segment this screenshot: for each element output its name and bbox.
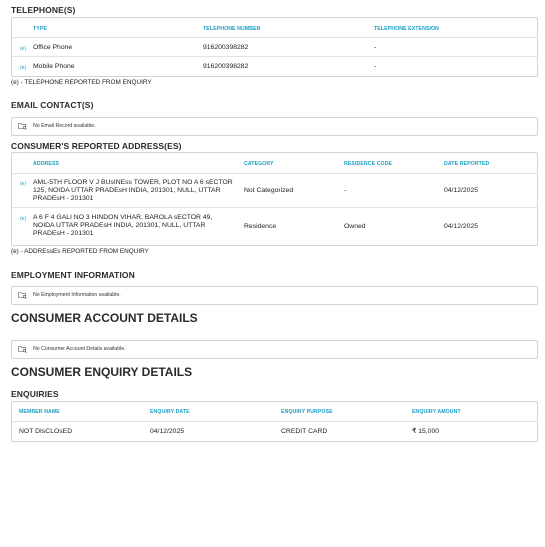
address-text	[33, 214, 238, 238]
folder-search-icon	[18, 291, 27, 299]
folder-search-icon	[18, 122, 27, 130]
email-title: EMAIL CONTACT(S)	[11, 100, 94, 110]
enquiry-date: 04/12/2025	[150, 428, 185, 435]
enquiries-header-purpose: ENQUIRY PURPOSE	[281, 409, 333, 415]
addresses-header-category: CATEGORY	[244, 161, 274, 167]
address-text	[33, 179, 238, 203]
enquiry-member: NOT DIsCLOsED	[19, 428, 73, 435]
email-empty-box	[11, 117, 538, 136]
addresses-note: (e) - ADDREssEs REPORTED FROM ENQUIRY	[11, 248, 149, 255]
header-divider	[12, 421, 537, 422]
phone-type: Mobile Phone	[33, 63, 75, 70]
header-divider	[12, 173, 537, 174]
address-date: 04/12/2025	[444, 187, 479, 194]
phone-extension: -	[374, 44, 377, 51]
enquiries-table	[11, 401, 538, 442]
address-line: A 6 F 4 GALI NO 3 HINDON VIHAR, BAROLA sECTOR 49,	[33, 214, 213, 221]
enquiries-header-amount: ENQUIRY AMOUNT	[412, 409, 461, 415]
phone-type: Office Phone	[33, 44, 73, 51]
addresses-header-residence-code: RESIDENCE CODE	[344, 161, 393, 167]
telephones-note: (e) - TELEPHONE REPORTED FROM ENQUIRY	[11, 79, 152, 86]
enquiry-details-title: CONSUMER ENQUIRY DETAILS	[11, 365, 193, 379]
enquiry-marker: (e)	[20, 181, 27, 187]
address-residence-code: Owned	[344, 223, 366, 230]
accounts-empty-message: No Consumer Account Details available.	[33, 346, 126, 352]
row-divider	[12, 56, 537, 57]
address-date: 04/12/2025	[444, 223, 479, 230]
telephones-header-type: TYPE	[33, 26, 47, 32]
enquiries-header-date: ENQUIRY DATE	[150, 409, 190, 415]
address-line: NOIDA UTTAR PRADEsH INDIA, 201301, NULL, UTTAR	[33, 222, 206, 229]
row-divider	[12, 207, 537, 208]
accounts-empty-box	[11, 340, 538, 359]
phone-number: 916200398282	[203, 44, 249, 51]
telephones-title: TELEPHONE(S)	[11, 5, 76, 15]
address-category: Residence	[244, 223, 277, 230]
address-line: PRADEsH - 201301	[33, 195, 94, 202]
employment-empty-box	[11, 286, 538, 305]
accounts-title: CONSUMER ACCOUNT DETAILS	[11, 311, 198, 325]
employment-empty-message: No Employment Information available.	[33, 292, 121, 298]
telephones-table	[11, 17, 538, 77]
address-category: Not Categorized	[244, 187, 294, 194]
enquiry-purpose: CREDIT CARD	[281, 428, 328, 435]
address-line: AML-5TH FLOOR V J BUsINEss TOWER, PLOT NO A 6 sECTOR	[33, 179, 233, 186]
address-line: 125, NOIDA UTTAR PRADEsH INDIA, 201301, NULL, UTTAR	[33, 187, 221, 194]
address-residence-code: -	[344, 187, 347, 194]
telephones-header-number: TELEPHONE NUMBER	[203, 26, 261, 32]
telephones-header-extension: TELEPHONE EXTENSION	[374, 26, 440, 32]
enquiry-marker: (e)	[20, 46, 27, 52]
phone-number: 916200398282	[203, 63, 249, 70]
header-divider	[12, 37, 537, 38]
folder-search-icon	[18, 345, 27, 353]
enquiry-amount: ₹ 15,000	[412, 428, 440, 435]
addresses-header-date: DATE REPORTED	[444, 161, 490, 167]
enquiry-marker: (e)	[20, 65, 27, 71]
phone-extension: -	[374, 63, 377, 70]
enquiry-marker: (e)	[20, 216, 27, 222]
addresses-table	[11, 152, 538, 246]
addresses-header-address: ADDRESS	[33, 161, 60, 167]
employment-title: EMPLOYMENT INFORMATION	[11, 270, 135, 280]
enquiries-header-member: MEMBER NAME	[19, 409, 60, 415]
enquiries-title: ENQUIRIES	[11, 389, 59, 399]
addresses-title: CONSUMER'S REPORTED ADDRESS(ES)	[11, 141, 182, 151]
email-empty-message: No Email Record available.	[33, 123, 96, 129]
address-line: PRADEsH - 201301	[33, 230, 94, 237]
